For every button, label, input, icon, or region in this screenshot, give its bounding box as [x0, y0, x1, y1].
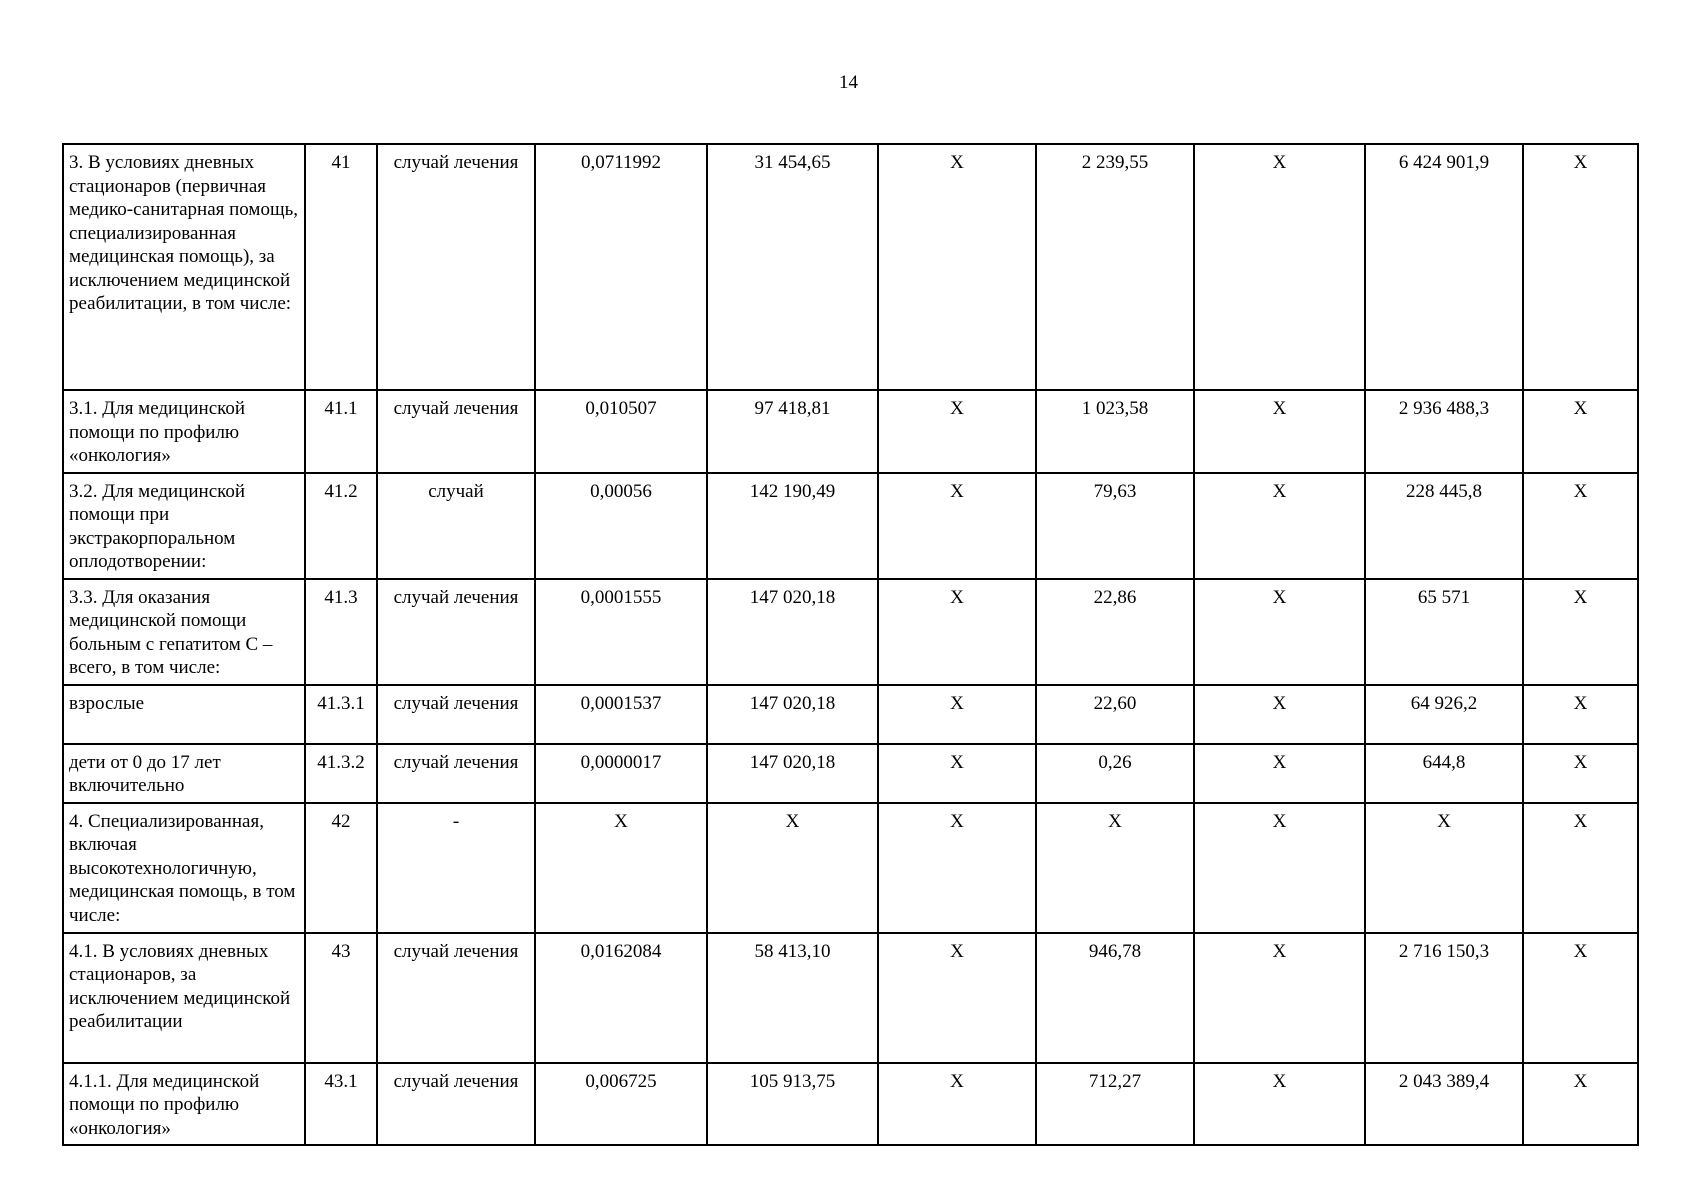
table-cell: 79,63 [1036, 473, 1194, 579]
table-cell: 946,78 [1036, 933, 1194, 1063]
row-unit: случай [377, 473, 535, 579]
table-cell: 31 454,65 [707, 144, 878, 390]
row-name: 3.1. Для медицинской помощи по профилю «онкология» [63, 390, 305, 473]
row-code: 41.3.1 [305, 685, 377, 744]
table-cell: Х [1523, 473, 1638, 579]
table-cell: Х [535, 803, 707, 933]
table-row [63, 473, 1638, 579]
row-unit: случай лечения [377, 390, 535, 473]
table-cell: Х [878, 390, 1036, 473]
table-cell: 0,0711992 [535, 144, 707, 390]
table-cell: Х [1523, 933, 1638, 1063]
table-cell: 0,0001555 [535, 579, 707, 685]
table-row [63, 390, 1638, 473]
table-cell: 0,0000017 [535, 744, 707, 803]
table-cell: Х [707, 803, 878, 933]
table-cell: 228 445,8 [1365, 473, 1523, 579]
row-name: 4. Специализированная, включая высокотехнологичную, медицинская помощь, в том числе: [63, 803, 305, 933]
table-cell: 22,86 [1036, 579, 1194, 685]
table-cell: 147 020,18 [707, 744, 878, 803]
table-cell: Х [878, 1063, 1036, 1146]
table-cell: Х [1036, 803, 1194, 933]
table-cell: 1 023,58 [1036, 390, 1194, 473]
table-cell: 0,006725 [535, 1063, 707, 1146]
table-cell: 0,010507 [535, 390, 707, 473]
table-cell: 65 571 [1365, 579, 1523, 685]
row-name: 4.1. В условиях дневных стационаров, за исключением медицинской реабилитации [63, 933, 305, 1063]
table-cell: Х [1194, 390, 1365, 473]
table-cell: 2 239,55 [1036, 144, 1194, 390]
table-cell: 142 190,49 [707, 473, 878, 579]
row-code: 41 [305, 144, 377, 390]
row-unit: случай лечения [377, 685, 535, 744]
table-cell: 2 716 150,3 [1365, 933, 1523, 1063]
table-cell: Х [1523, 685, 1638, 744]
table-row [63, 933, 1638, 1063]
row-code: 41.1 [305, 390, 377, 473]
table-cell: Х [878, 803, 1036, 933]
row-code: 41.3 [305, 579, 377, 685]
row-unit: случай лечения [377, 933, 535, 1063]
table-cell: Х [1194, 473, 1365, 579]
table-cell: 97 418,81 [707, 390, 878, 473]
row-code: 43.1 [305, 1063, 377, 1146]
row-name: дети от 0 до 17 лет включительно [63, 744, 305, 803]
table-cell: 2 936 488,3 [1365, 390, 1523, 473]
row-name: взрослые [63, 685, 305, 744]
table-cell: Х [1523, 744, 1638, 803]
page-number: 14 [839, 72, 858, 93]
row-unit: случай лечения [377, 744, 535, 803]
table-cell: 105 913,75 [707, 1063, 878, 1146]
table-cell: 58 413,10 [707, 933, 878, 1063]
table-cell: 147 020,18 [707, 685, 878, 744]
table-cell: 0,0001537 [535, 685, 707, 744]
table-cell: 712,27 [1036, 1063, 1194, 1146]
row-code: 41.2 [305, 473, 377, 579]
row-code: 42 [305, 803, 377, 933]
row-unit: случай лечения [377, 579, 535, 685]
table-row [63, 1063, 1638, 1146]
table-cell: Х [1194, 803, 1365, 933]
row-code: 41.3.2 [305, 744, 377, 803]
table-row [63, 744, 1638, 803]
table-cell: Х [1194, 144, 1365, 390]
table-cell: 6 424 901,9 [1365, 144, 1523, 390]
table-cell: Х [878, 579, 1036, 685]
row-name: 4.1.1. Для медицинской помощи по профилю «онкология» [63, 1063, 305, 1146]
table-cell: Х [878, 685, 1036, 744]
row-unit: - [377, 803, 535, 933]
table-cell: Х [1194, 744, 1365, 803]
table-cell: Х [1523, 1063, 1638, 1146]
table-cell: Х [878, 933, 1036, 1063]
table-row [63, 579, 1638, 685]
row-name: 3. В условиях дневных стационаров (первичная медико-санитарная помощь, специализированная медицинская помощь), за исключением медицинской реабилитации, в том числе: [63, 144, 305, 390]
table-cell: Х [878, 744, 1036, 803]
data-table [62, 143, 1639, 1146]
row-unit: случай лечения [377, 144, 535, 390]
row-unit: случай лечения [377, 1063, 535, 1146]
table-cell: Х [1194, 579, 1365, 685]
table-cell: 0,0162084 [535, 933, 707, 1063]
table-cell: Х [1194, 685, 1365, 744]
row-code: 43 [305, 933, 377, 1063]
table-cell: Х [878, 144, 1036, 390]
table-cell: 644,8 [1365, 744, 1523, 803]
table-cell: Х [1365, 803, 1523, 933]
table-cell: 22,60 [1036, 685, 1194, 744]
table-row [63, 144, 1638, 390]
table-cell: Х [1523, 579, 1638, 685]
table-cell: Х [1523, 803, 1638, 933]
table-cell: Х [878, 473, 1036, 579]
row-name: 3.2. Для медицинской помощи при экстракорпоральном оплодотворении: [63, 473, 305, 579]
table-cell: 0,00056 [535, 473, 707, 579]
row-name: 3.3. Для оказания медицинской помощи больным с гепатитом С – всего, в том числе: [63, 579, 305, 685]
table-cell: Х [1523, 144, 1638, 390]
table-row [63, 803, 1638, 933]
table-cell: 64 926,2 [1365, 685, 1523, 744]
table-cell: Х [1194, 1063, 1365, 1146]
table-cell: 0,26 [1036, 744, 1194, 803]
table-cell: Х [1194, 933, 1365, 1063]
table-row [63, 685, 1638, 744]
table-cell: 2 043 389,4 [1365, 1063, 1523, 1146]
table-cell: Х [1523, 390, 1638, 473]
table-cell: 147 020,18 [707, 579, 878, 685]
